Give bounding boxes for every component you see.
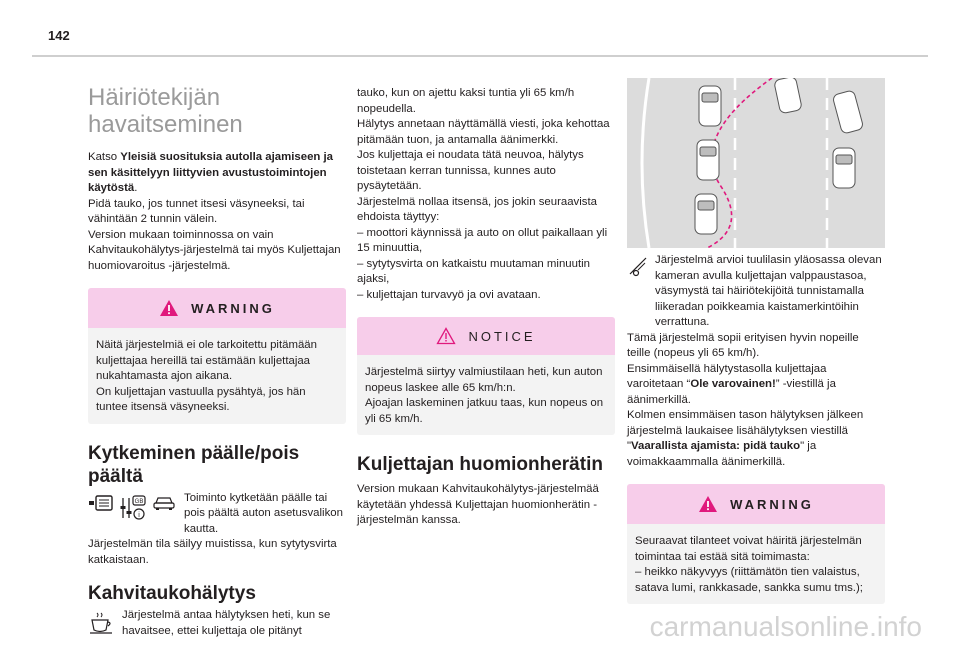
warning-body-2 — [627, 524, 885, 604]
warning-text-2: On kuljettajan vastuulla pysähtyä, jos hän tuntee itsensä väsyneeksi. — [96, 385, 306, 413]
p4-post: " ja voimakkaammalla äänimerkillä. — [627, 440, 817, 468]
lane-drift-drawing — [627, 78, 885, 248]
p4-bold: Vaarallista ajamista: pidä tauko — [631, 440, 801, 452]
section-title-distraction — [88, 84, 346, 138]
list-item: – kuljettajan turvavyö ja ovi avataan. — [357, 288, 541, 301]
car-icon — [152, 494, 176, 512]
intro-reference: Yleisiä suosituksia autolla ajamiseen ja sen käsittelyyn liittyvien avustustoimintojen käytöstä — [88, 151, 334, 194]
on-off-text: Toiminto kytketään päälle tai pois päältä auton asetusvalikon kautta. — [184, 491, 343, 535]
camera-text: Järjestelmä arvioi tuulilasin yläosassa olevan kameran avulla kuljettajan valppaustasoa, väsymystä tai häiriötekijöitä tunnistamalla liikeradan poikkeamia kaistamerkintöihin verrattuna. — [655, 254, 882, 328]
coffee-icons — [88, 611, 114, 637]
notice-text-2: Ajoajan laskeminen jatkuu taas, kun nopeus on yli 65 km/h. — [365, 397, 604, 425]
warning-box-2 — [627, 484, 885, 604]
warning-triangle-icon — [159, 299, 179, 317]
coffee-cont-4: Järjestelmä nollaa itsensä, jos jokin seuraavista ehdoista täyttyy: — [357, 195, 597, 223]
settings-sliders-icon — [119, 494, 147, 522]
page-number: 142 — [48, 28, 70, 43]
coffee-cont-1: tauko, kun on ajettu kaksi tuntia yli 65 km/h nopeudella. — [357, 87, 575, 115]
heading-on-off-line-2: päältä — [88, 465, 143, 487]
svg-text:i: i — [138, 511, 140, 519]
warning-triangle-icon — [698, 495, 718, 513]
notice-box — [357, 317, 615, 435]
list-item: – sytytysvirta on katkaistu muutaman minuutin ajaksi, — [357, 257, 590, 285]
svg-text:GB: GB — [134, 498, 144, 505]
coffee-cup-icon — [88, 611, 114, 637]
camera-row — [627, 255, 885, 331]
title-line-1: Häiriötekijän — [88, 84, 221, 111]
warning-header — [88, 288, 346, 328]
coffee-cont-2: Hälytys annetaan näyttämällä viesti, joka kehottaa pitämään tuon, ja antamalla äänimerkki. — [357, 118, 610, 146]
coffee-row — [88, 611, 346, 639]
list-item: – heikko näkyvyys (riittämätön tien valaistus, satava lumi, rankkasade, sankka sumu tms.); — [635, 566, 863, 594]
warning-2-text-1: Seuraavat tilanteet voivat häiritä järjestelmän toimintaa tai estää sitä toimimasta: — [635, 535, 862, 563]
heading-coffee-break: Kahvitaukohälytys — [88, 583, 256, 604]
notice-header — [357, 317, 615, 355]
coffee-text: Järjestelmä antaa hälytyksen heti, kun se havaitsee, ettei kuljettaja ole pitänyt — [122, 609, 331, 637]
heading-on-off-line-1: Kytkeminen päälle/pois — [88, 442, 300, 464]
title-line-2: havaitseminen — [88, 111, 243, 138]
paragraph-version: Version mukaan toiminnossa on vain Kahvitaukohälytys-järjestelmä tai myös Kuljettajan huomiovaroitus -järjestelmä. — [88, 228, 341, 272]
col3-p3 — [627, 362, 885, 409]
windshield-camera-icon — [627, 255, 649, 277]
p4-pre: Kolmen ensimmäisen tason hälytyksen jälkeen järjestelmä laukaisee lisähälytyksen viestillä " — [627, 409, 864, 452]
notice-body — [357, 355, 615, 435]
notice-text-1: Järjestelmä siirtyy valmiustilaan heti, kun auton nopeus laskee alle 65 km/h:n. — [365, 366, 603, 394]
warning-title: WARNING — [191, 300, 275, 316]
on-off-icons — [88, 494, 176, 522]
column-2 — [357, 86, 615, 529]
warning-text-1: Näitä järjestelmiä ei ole tarkoitettu pitämään kuljettajaa hereillä tai estämään kuljettajaa nukahtamasta ajon aikana. — [96, 339, 317, 382]
lane-drift-illustration — [627, 78, 885, 248]
warning-box — [88, 288, 346, 424]
heading-driver-attention: Kuljettajan huomionherätin — [357, 454, 603, 475]
notice-title: NOTICE — [468, 328, 536, 344]
warning-header-2 — [627, 484, 885, 524]
intro-post: . — [134, 182, 138, 194]
notice-triangle-icon — [436, 327, 456, 345]
coffee-cont-3: Jos kuljettaja ei noudata tätä neuvoa, hälytys toistetaan kerran tunnissa, kunnes auto pysäytetään. — [357, 149, 584, 192]
list-item: – moottori käynnissä ja auto on ollut paikallaan yli 15 minuuttia, — [357, 226, 608, 254]
paragraph-break-advice: Pidä tauko, jos tunnet itsesi väsyneeksi, tai vähintään 2 tunnin välein. — [88, 197, 305, 225]
on-off-memory: Järjestelmän tila säilyy muistissa, kun sytytysvirta katkaistaan. — [88, 538, 337, 566]
col3-p4 — [627, 408, 885, 470]
vehicle-menu-icon — [88, 494, 114, 512]
p3-bold: Ole varovainen! — [690, 378, 776, 390]
camera-icons — [627, 255, 649, 277]
warning-title-2: WARNING — [730, 496, 814, 512]
intro-paragraph — [88, 150, 346, 197]
column-3 — [627, 78, 885, 604]
header-divider — [32, 55, 928, 57]
on-off-row — [88, 491, 346, 538]
col3-p2: Tämä järjestelmä sopii erityisen hyvin nopeille teille (nopeus yli 65 km/h). — [627, 331, 859, 359]
column-1 — [88, 84, 346, 639]
p3-pre: Ensimmäisellä hälytystasolla kuljettajaa varoitetaan “ — [627, 362, 827, 390]
heading-on-off — [88, 442, 346, 488]
warning-body — [88, 328, 346, 424]
attention-paragraph: Version mukaan Kahvitaukohälytys-järjestelmää käytetään yhdessä Kuljettajan huomionherätin -järjestelmän kanssa. — [357, 483, 599, 526]
watermark: carmanualsonline.info — [649, 611, 922, 642]
intro-pre: Katso — [88, 151, 121, 163]
p3-post: ” -viestillä ja äänimerkillä. — [627, 378, 836, 406]
